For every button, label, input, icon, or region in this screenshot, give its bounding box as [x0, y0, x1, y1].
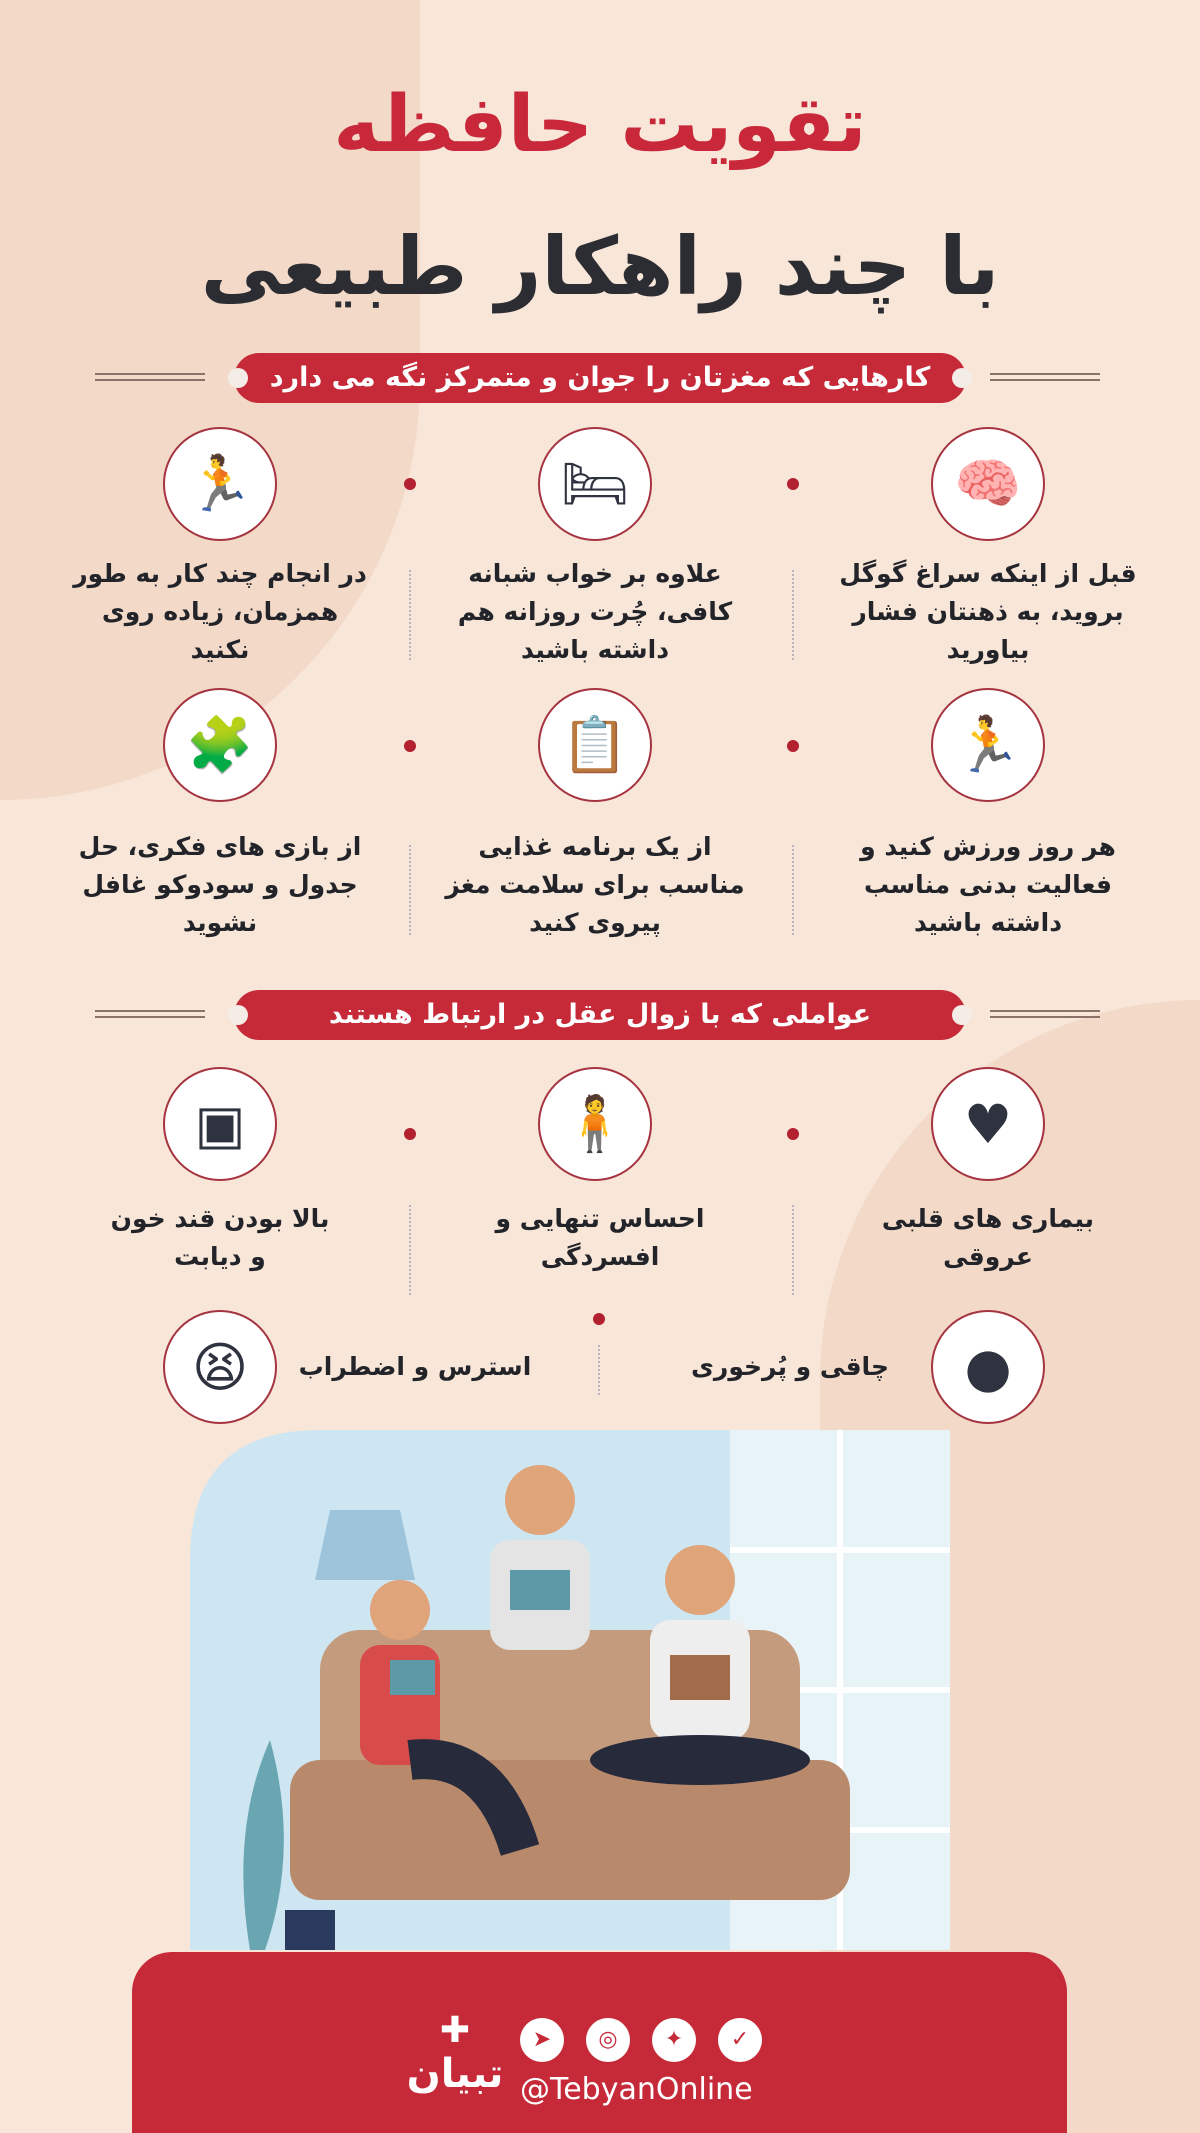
tip-text: از یک برنامه غذایی مناسب برای سلامت مغز پیروی کنید: [445, 832, 745, 937]
separator-dot: [787, 1128, 799, 1140]
separator-dot: [404, 478, 416, 490]
dotted-divider: [409, 1205, 411, 1295]
tip-text: علاوه بر خواب شبانه کافی، چُرت روزانه هم داشته باشید: [457, 559, 733, 664]
section-2-heading: عواملی که با زوال عقل در ارتباط هستند: [234, 990, 966, 1040]
social-handle[interactable]: @TebyanOnline: [520, 2072, 753, 2107]
separator-dot: [593, 1313, 605, 1325]
dotted-divider: [792, 570, 794, 660]
dotted-divider: [409, 570, 411, 660]
telegram-icon[interactable]: ➤: [520, 2018, 564, 2062]
tip-text: در انجام چند کار به طور همزمان، زیاده روی نکنید: [73, 559, 367, 664]
family-reading-illustration: [190, 1430, 1010, 1950]
glucose-meter-icon: ▣: [163, 1067, 277, 1181]
tip-text: قبل از اینکه سراغ گوگل بروید، به ذهنتان فشار بیاورید: [839, 559, 1137, 664]
twitter-icon[interactable]: ✦: [652, 2018, 696, 2062]
puzzle-icon: 🧩: [163, 688, 277, 802]
factor-text: استرس و اضطراب: [298, 1352, 532, 1381]
instagram-icon[interactable]: ◎: [586, 2018, 630, 2062]
divider: [990, 1010, 1100, 1018]
divider: [95, 1010, 205, 1018]
separator-dot: [787, 740, 799, 752]
tip-text: هر روز ورزش کنید و فعالیت بدنی مناسب داشته باشید: [860, 832, 1116, 937]
section-1-heading: کارهایی که مغزتان را جوان و متمرکز نگه می دارد: [234, 353, 966, 403]
lonely-person-icon: 🧍: [538, 1067, 652, 1181]
brain-icon: 🧠: [931, 427, 1045, 541]
title-line-2: با چند راهکار طبیعی: [200, 220, 1000, 313]
factor-text: بیماری های قلبی عروقی: [881, 1204, 1095, 1271]
separator-dot: [404, 1128, 416, 1140]
heart-monitor-icon: ♥: [931, 1067, 1045, 1181]
dotted-divider: [792, 1205, 794, 1295]
logo-text: تبیان: [406, 2051, 504, 2097]
treadmill-icon: 🏃: [931, 688, 1045, 802]
factor-text: احساس تنهایی و افسردگی: [495, 1204, 705, 1271]
factor-text: چاقی و پُرخوری: [691, 1352, 889, 1381]
dotted-divider: [409, 845, 411, 935]
factor-text: بالا بودن قند خون و دیابت: [110, 1204, 330, 1271]
separator-dot: [787, 478, 799, 490]
stress-icon: 😫: [163, 1310, 277, 1424]
sleeping-person-icon: 🛏: [538, 427, 652, 541]
dotted-divider: [598, 1345, 600, 1395]
title-line-1: تقویت حافظه: [333, 80, 867, 170]
tip-text: از بازی های فکری، حل جدول و سودوکو غافل نشوید: [78, 832, 362, 937]
aparat-icon[interactable]: ✓: [718, 2018, 762, 2062]
running-person-icon: 🏃: [163, 427, 277, 541]
divider: [95, 373, 205, 381]
dotted-divider: [792, 845, 794, 935]
divider: [990, 373, 1100, 381]
separator-dot: [404, 740, 416, 752]
obesity-icon: ●: [931, 1310, 1045, 1424]
tebyan-logo: ✚ تبیان: [406, 2010, 504, 2097]
diet-plan-icon: 📋: [538, 688, 652, 802]
